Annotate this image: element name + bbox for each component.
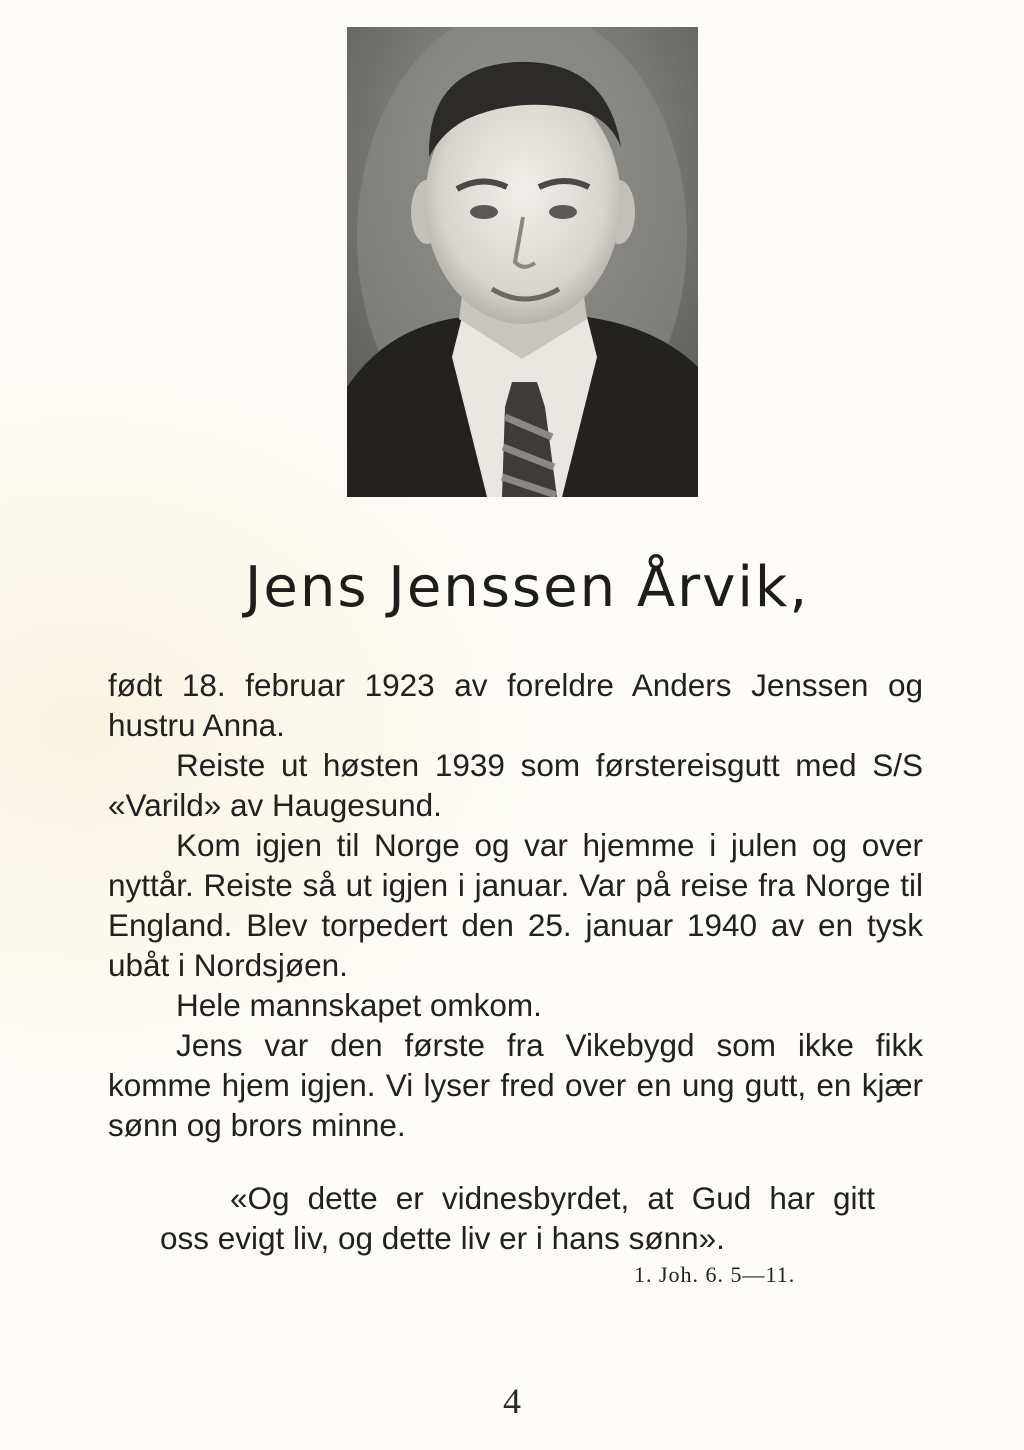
paragraph-crew-lost: Hele mannskapet omkom. [176, 987, 542, 1023]
quote-line-2: oss evigt liv, og dette liv er i hans sønn». [160, 1220, 725, 1256]
paragraph-torpedoed: Kom igjen til Norge og var hjemme i julen og over nyttår. Reiste så ut igjen i januar. Var på reise fra Norge til England. Blev torpedert den 25. januar 1940 av en tysk ubåt i Nordsjøen. [108, 827, 923, 983]
quote-line-1: «Og dette er vidnesbyrdet, at Gud har gitt [230, 1180, 875, 1216]
paragraph-voyage: Reiste ut høsten 1939 som førstereisgutt med S/S «Varild» av Haugesund. [108, 747, 923, 823]
biography-text [108, 665, 923, 1145]
quote-reference: 1. Joh. 6. 5—11. [634, 1262, 796, 1287]
paragraph-remembrance: Jens var den første fra Vikebygd som ikke fikk komme hjem igjen. Vi lyser fred over en ung gutt, en kjær sønn og brors minne. [108, 1027, 923, 1143]
memorial-title: Jens Jenssen Årvik, [244, 555, 810, 620]
paragraph-birth: født 18. februar 1923 av foreldre Anders Jenssen og hustru Anna. [108, 667, 923, 743]
portrait-photo [347, 27, 698, 497]
bible-quote [150, 1178, 875, 1258]
page-number: 4 [503, 1381, 521, 1421]
portrait-image [347, 27, 698, 497]
